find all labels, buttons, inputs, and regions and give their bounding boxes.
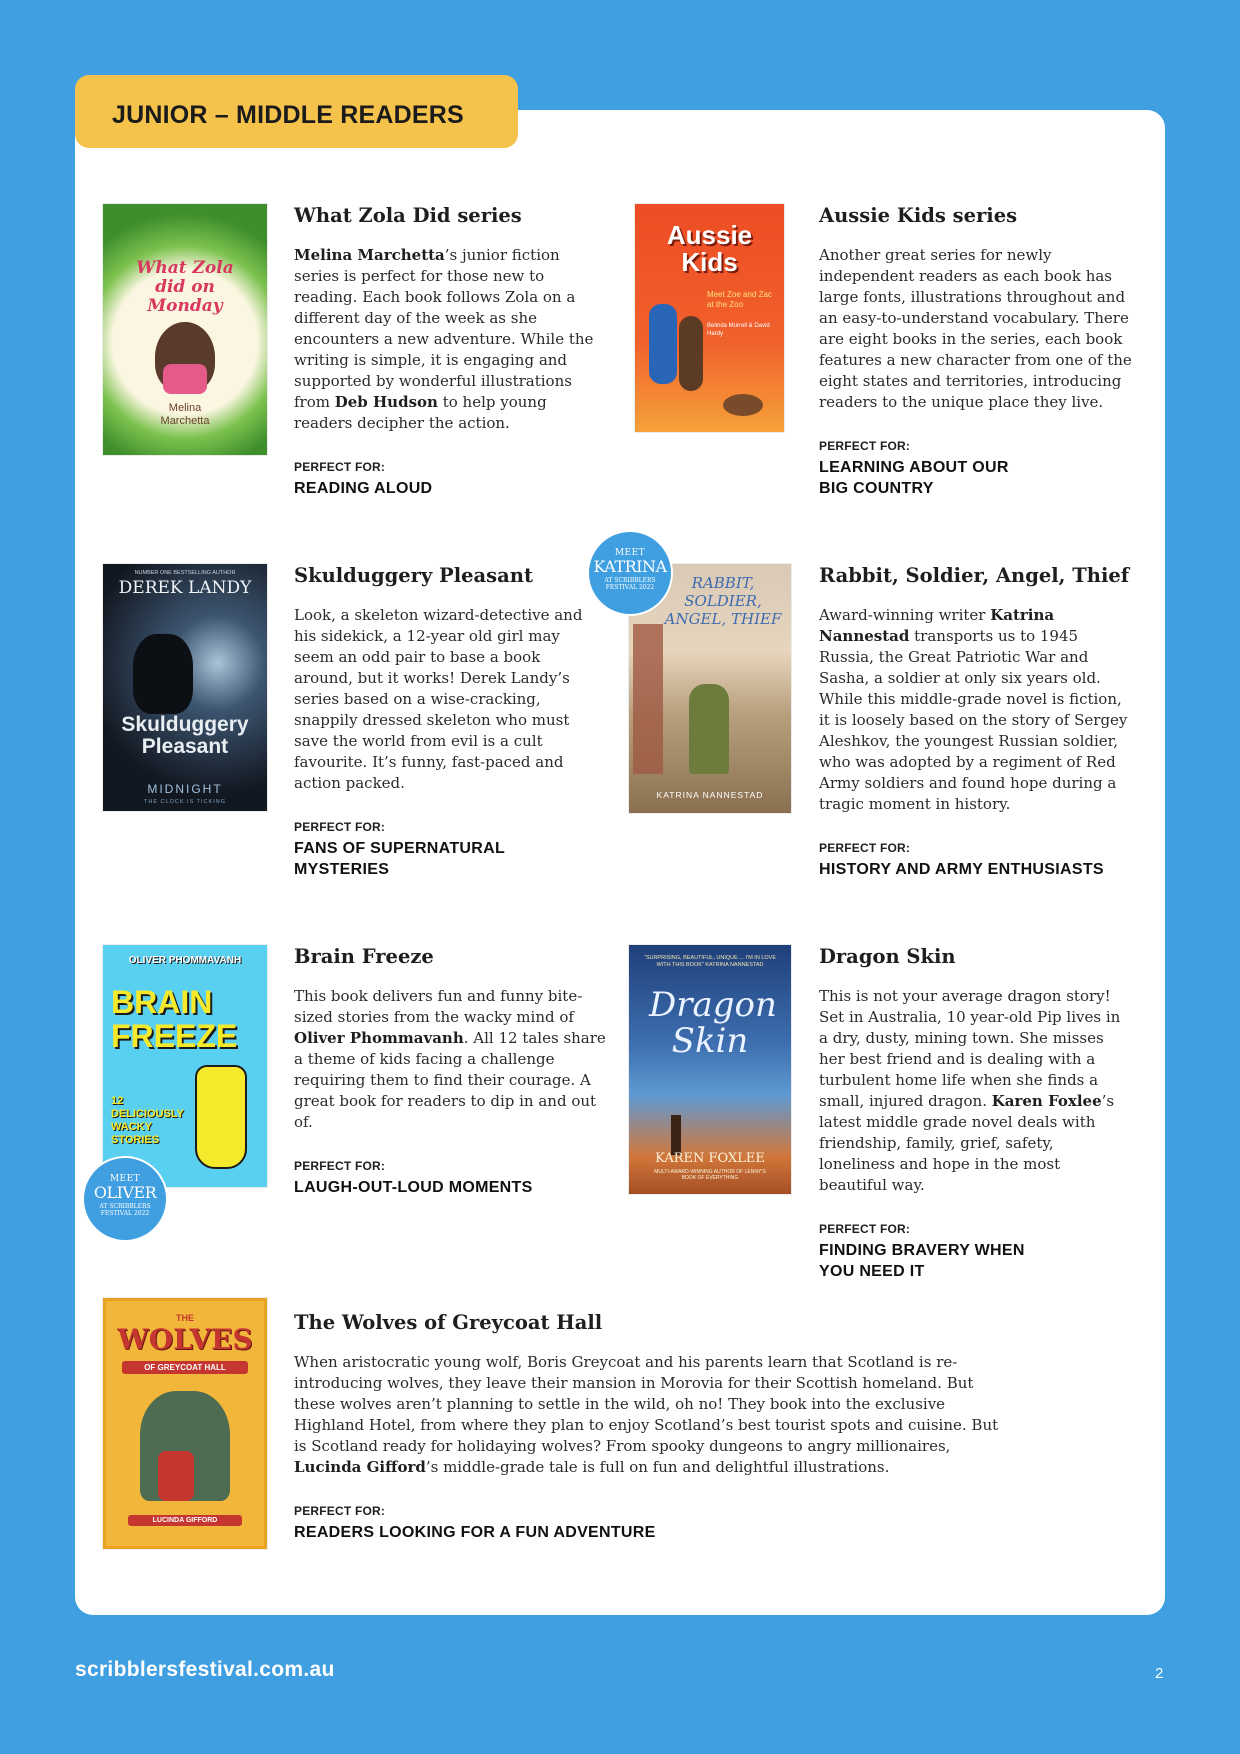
cover-author: KATRINA NANNESTAD [656,790,764,800]
cover-illustration-drink [195,1065,247,1169]
cover-title: RABBIT, SOLDIER, ANGEL, THIEF [664,574,782,628]
person-name: Karen Foxlee [991,1092,1102,1110]
description-text: Award-winning writer [819,606,991,624]
perfect-for-label: PERFECT FOR: [819,1222,911,1236]
cover-illustration [679,316,703,391]
cover-illustration-soldier [689,684,729,774]
cover-kicker: NUMBER ONE BESTSELLING AUTHOR [134,570,236,576]
book-title: Rabbit, Soldier, Angel, Thief [819,564,1130,587]
book-cover-wolves [103,1298,267,1549]
badge-meet: MEET [614,548,646,558]
perfect-for-value: LAUGH-OUT-LOUD MOMENTS [294,1179,533,1196]
cover-author: Belinda Murrell & David Hardy [707,323,770,337]
cover-author: LUCINDA GIFFORD [128,1515,242,1526]
page-number: 2 [1155,1665,1164,1682]
badge-event: AT SCRIBBLERS FESTIVAL 2022 [604,577,656,591]
cover-author: DEREK LANDY [118,578,252,598]
cover-illustration [649,304,677,384]
person-name: Melina Marchetta [294,246,445,264]
cover-title: What Zola did on Monday [136,258,234,316]
cover-blurb: “SURPRISING, BEAUTIFUL, UNIQUE ... I’M IN LOVE WITH THIS BOOK” KATRINA NANNESTAD [643,955,777,968]
meet-author-badge[interactable] [589,532,671,614]
book-entry-zola [294,204,604,499]
book-entry-aussie-kids [819,204,1139,499]
description-text: Look, a skeleton wizard-detective and his sidekick, a 12-year old girl may seem an odd pair to base a book around, but it works! Derek Landy’s series based on a wise-cracking, snappily dressed skeleton who must save the world from evil is a cult favourite. It’s funny, fast-paced and action packed. [294,606,583,792]
cover-illustration-ruins [633,624,663,774]
person-name: Katrina Nannestad [819,606,1055,645]
perfect-for-label: PERFECT FOR: [819,439,911,453]
cover-title: Skulduggery Pleasant [121,713,249,758]
cover-author: KAREN FOXLEE [655,1151,765,1166]
cover-title: Aussie Kids [666,220,753,277]
book-description [294,1352,1014,1478]
description-text: . All 12 tales share a theme of kids facing a challenge requiring them to find their courage. A great book for readers to dip in and out of. [294,1029,606,1131]
person-name: Lucinda Gifford [294,1458,426,1476]
cover-illustration-coat [158,1451,194,1501]
cover-title: BRAIN FREEZE [111,984,238,1054]
cover-subtitle: Meet Zoe and Zac at the Zoo [707,290,772,309]
perfect-for-label: PERFECT FOR: [294,1504,386,1518]
book-entry-rabbit-soldier [819,564,1129,880]
badge-author-name: KATRINA [593,557,667,576]
meet-author-badge[interactable] [84,1158,166,1240]
cover-illustration-girl [671,1115,681,1155]
cover-author: Melina Marchetta [160,402,210,427]
cover-subtitle: OF GREYCOAT HALL [122,1361,248,1374]
description-text: ’s middle-grade tale is full on fun and delightful illustrations. [425,1458,890,1476]
description-text: This is not your average dragon story! Set in Australia, 10 year-old Pip lives in a dry, dusty, mining town. She misses her best friend and is dealing with a turbulent home life when she finds a small, injured dragon. [819,987,1121,1110]
book-cover-brain-freeze [103,945,267,1187]
book-title: Aussie Kids series [819,204,1018,227]
book-title: The Wolves of Greycoat Hall [294,1311,603,1334]
cover-illustration [133,634,193,714]
description-text: to help young readers decipher the action. [294,393,547,432]
cover-illustration-dress [163,364,207,394]
book-title: Brain Freeze [294,945,434,968]
book-cover-skulduggery [103,564,267,811]
description-text: transports us to 1945 Russia, the Great Patriotic War and Sasha, a soldier at only six years old. While this middle-grade novel is fiction, it is loosely based on the story of Sergey Aleshkov, the youngest Russian soldier, who was adopted by a regiment of Red Army soldiers and found hope during a tragic moment in history. [819,627,1128,813]
perfect-for-value: READERS LOOKING FOR A FUN ADVENTURE [294,1524,656,1541]
person-name: Deb Hudson [334,393,438,411]
book-title: Skulduggery Pleasant [294,564,533,587]
cover-subtitle: MIDNIGHT [147,782,223,796]
book-cover-zola [103,204,267,455]
book-description [819,986,1129,1196]
book-title: What Zola Did series [294,204,522,227]
cover-tagline: THE CLOCK IS TICKING [144,799,226,805]
cover-kicker: THE [176,1313,194,1323]
section-heading: JUNIOR – MIDDLE READERS [75,75,518,148]
cover-title: WOLVES [117,1323,253,1356]
cover-author: OLIVER PHOMMAVANH [128,955,242,966]
description-text: ’s junior fiction series is perfect for those new to reading. Each book follows Zola on a different day of the week as she encounters a new adventure. While the writing is simple, it is engaging and supported by wonderful illustrations from [294,246,594,411]
description-text: ’s latest middle grade novel deals with friendship, family, grief, safety, loneliness and hope in the most beautiful way. [819,1092,1115,1194]
book-description [294,986,606,1133]
book-entry-skulduggery [294,564,594,880]
book-entry-wolves [294,1311,1014,1543]
perfect-for-value: LEARNING ABOUT OUR BIG COUNTRY [819,459,1009,497]
badge-author-name: OLIVER [93,1183,157,1202]
badge-meet: MEET [109,1174,141,1184]
book-description [294,245,604,434]
perfect-for-label: PERFECT FOR: [294,460,386,474]
book-description [294,605,594,794]
book-cover-aussie-kids [635,204,784,432]
footer-website-link[interactable]: scribblersfestival.com.au [75,1658,335,1681]
cover-tagline: MULTI-AWARD-WINNING AUTHOR OF LENNY’S BOOK OF EVERYTHING [654,1169,766,1181]
badge-event: AT SCRIBBLERS FESTIVAL 2022 [99,1203,151,1217]
perfect-for-label: PERFECT FOR: [294,820,386,834]
book-description [819,245,1139,413]
perfect-for-value: READING ALOUD [294,480,433,497]
book-title: Dragon Skin [819,945,956,968]
book-entry-brain-freeze [294,945,606,1198]
perfect-for-value: FANS OF SUPERNATURAL MYSTERIES [294,840,505,878]
description-text: This book delivers fun and funny bite-sized stories from the wacky mind of [294,987,583,1026]
cover-title: Dragon Skin [649,985,777,1061]
description-text: Another great series for newly independent readers as each book has large fonts, illustrations throughout and an easy-to-understand vocabulary. There are eight books in the series, each book features a new character from one of the eight states and territories, introducing readers to the unique place they live. [819,246,1132,411]
cover-subtitle: 12 DELICIOUSLY WACKY STORIES [111,1095,184,1146]
person-name: Oliver Phommavanh [294,1029,464,1047]
description-text: When aristocratic young wolf, Boris Greycoat and his parents learn that Scotland is re-introducing wolves, they leave their mansion in Morovia for their Scottish homeland. But these wolves aren’t planning to settle in the wild, oh no! They book into the exclusive Highland Hotel, from where they plan to enjoy Scotland’s best tourist spots and cuisine. But is Scotland ready for holidaying wolves? From spooky dungeons to angry millionaires, [294,1353,999,1455]
book-description [819,605,1129,815]
perfect-for-value: HISTORY AND ARMY ENTHUSIASTS [819,861,1104,878]
book-entry-dragon-skin [819,945,1129,1282]
cover-illustration-animal [723,394,763,416]
perfect-for-value: FINDING BRAVERY WHEN YOU NEED IT [819,1242,1025,1280]
book-cover-dragon-skin [629,945,791,1194]
perfect-for-label: PERFECT FOR: [294,1159,386,1173]
perfect-for-label: PERFECT FOR: [819,841,911,855]
